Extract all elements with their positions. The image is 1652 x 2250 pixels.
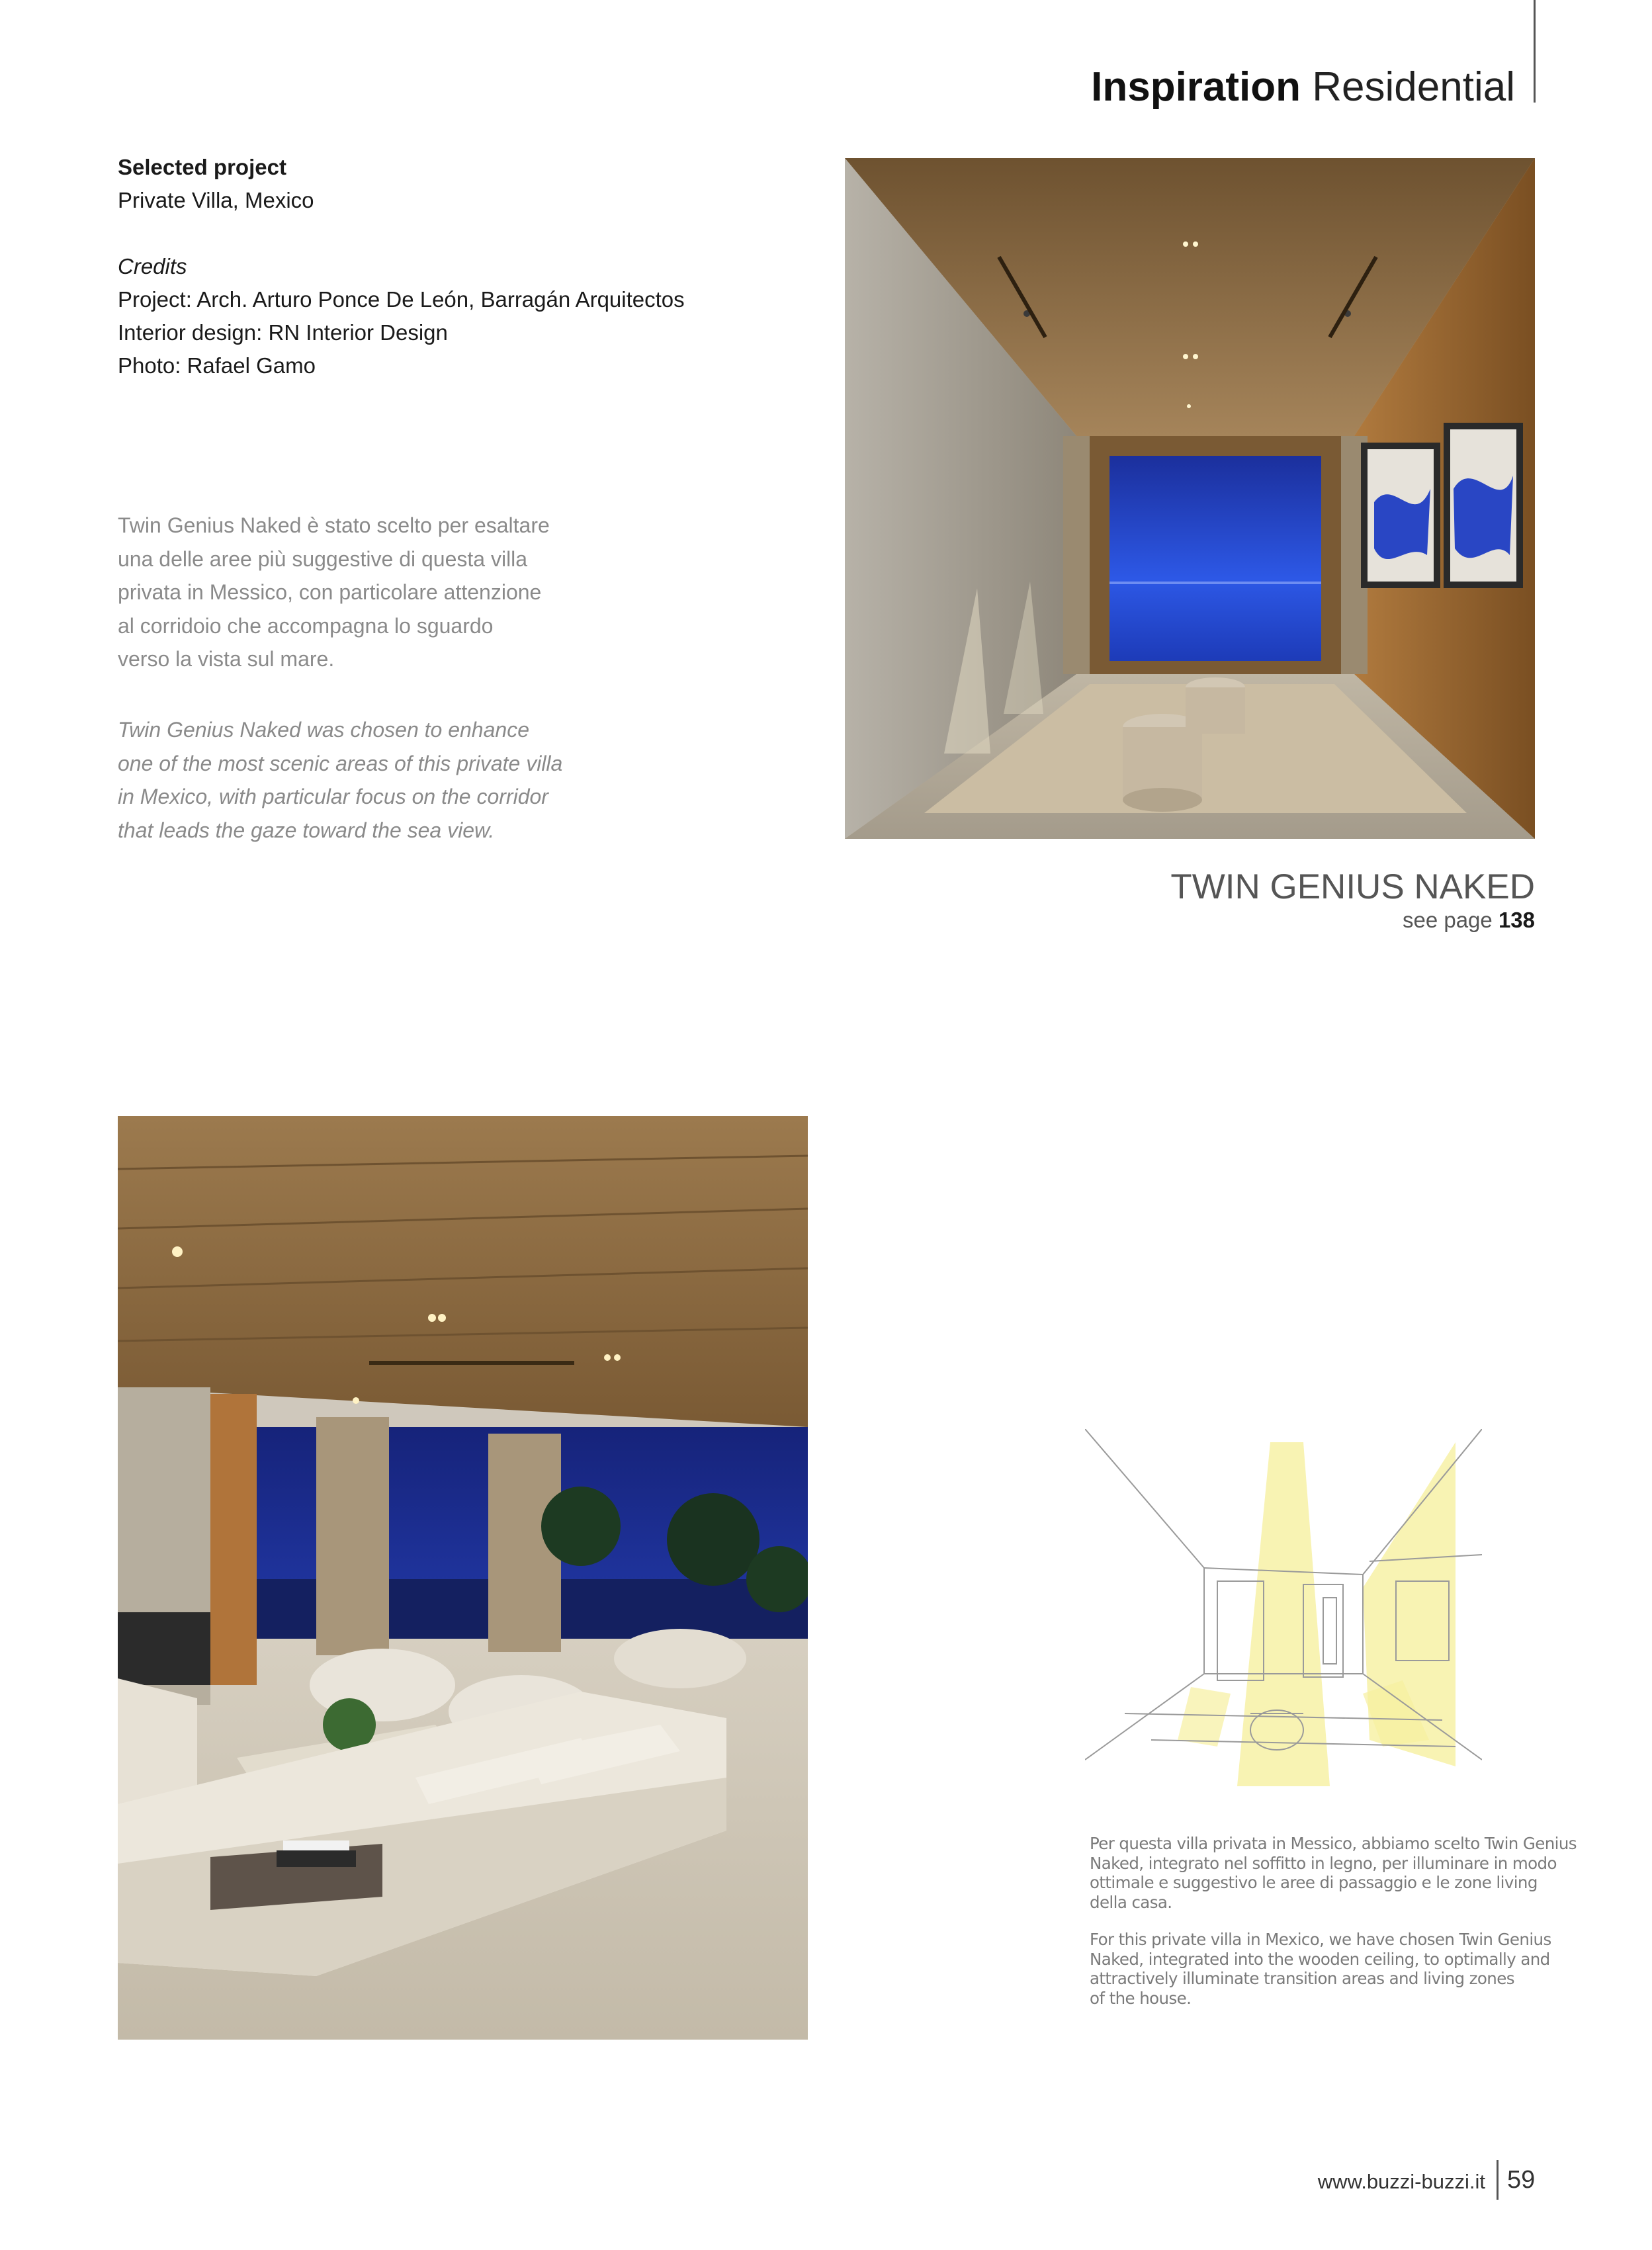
lighting-sketch-illustration — [1085, 1429, 1482, 1799]
caption-line: Naked, integrated into the wooden ceiling, to optimally and — [1090, 1949, 1550, 1969]
project-credit: Project: Arch. Arturo Ponce De León, Barragán Arquitectos — [118, 287, 685, 312]
page-header-title — [1091, 64, 1515, 111]
description-line: that leads the gaze toward the sea view. — [118, 818, 495, 842]
caption-line: attractively illuminate transition areas and living zones — [1090, 1969, 1514, 1988]
project-name: Private Villa, Mexico — [118, 188, 314, 212]
corridor-photo — [845, 158, 1535, 839]
see-page-number: 138 — [1498, 908, 1535, 932]
photo-credit: Photo: Rafael Gamo — [118, 353, 316, 378]
living-room-photo — [118, 1116, 808, 2040]
footer-website-link[interactable]: www.buzzi-buzzi.it — [1317, 2170, 1485, 2193]
description-line: al corridoio che accompagna lo sguardo — [118, 613, 494, 638]
caption-line: Per questa villa privata in Messico, abbiamo scelto Twin Genius — [1090, 1834, 1577, 1853]
see-page-reference — [1403, 906, 1535, 934]
see-page-label: see page — [1402, 908, 1493, 932]
caption-line: ottimale e suggestivo le aree di passaggio e le zone living — [1090, 1873, 1538, 1892]
corridor-photo-illustration — [845, 158, 1535, 839]
description-line: Twin Genius Naked was chosen to enhance — [118, 718, 529, 742]
selected-project-heading: Selected project — [118, 155, 286, 179]
page-number: 59 — [1507, 2166, 1536, 2194]
caption-line: For this private villa in Mexico, we have chosen Twin Genius — [1090, 1930, 1551, 1949]
header-title-light: Residential — [1312, 64, 1515, 110]
caption-line: Naked, integrato nel soffitto in legno, per illuminare in modo — [1090, 1853, 1557, 1873]
sketch-caption-italian — [1090, 1834, 1577, 1912]
living-room-photo-illustration — [118, 1116, 808, 2040]
header-divider — [1534, 0, 1536, 103]
description-line: in Mexico, with particular focus on the corridor — [118, 785, 548, 808]
footer-divider — [1497, 2160, 1499, 2200]
description-line: one of the most scenic areas of this private villa — [118, 751, 563, 775]
description-line: privata in Messico, con particolare attenzione — [118, 580, 542, 604]
caption-line: della casa. — [1090, 1892, 1172, 1912]
description-english — [118, 713, 594, 847]
sketch-caption-english — [1090, 1930, 1551, 2008]
product-name: TWIN GENIUS NAKED — [1170, 867, 1535, 906]
interior-design-credit: Interior design: RN Interior Design — [118, 320, 448, 345]
description-line: una delle aree più suggestive di questa villa — [118, 546, 528, 571]
lighting-sketch — [1085, 1429, 1482, 1799]
header-title-bold: Inspiration — [1091, 64, 1301, 110]
credits-label: Credits — [118, 254, 187, 279]
description-italian — [118, 509, 594, 676]
description-line: Twin Genius Naked è stato scelto per esaltare — [118, 513, 550, 537]
project-credits — [118, 151, 779, 382]
description-line: verso la vista sul mare. — [118, 647, 335, 671]
caption-line: of the house. — [1090, 1988, 1192, 2008]
